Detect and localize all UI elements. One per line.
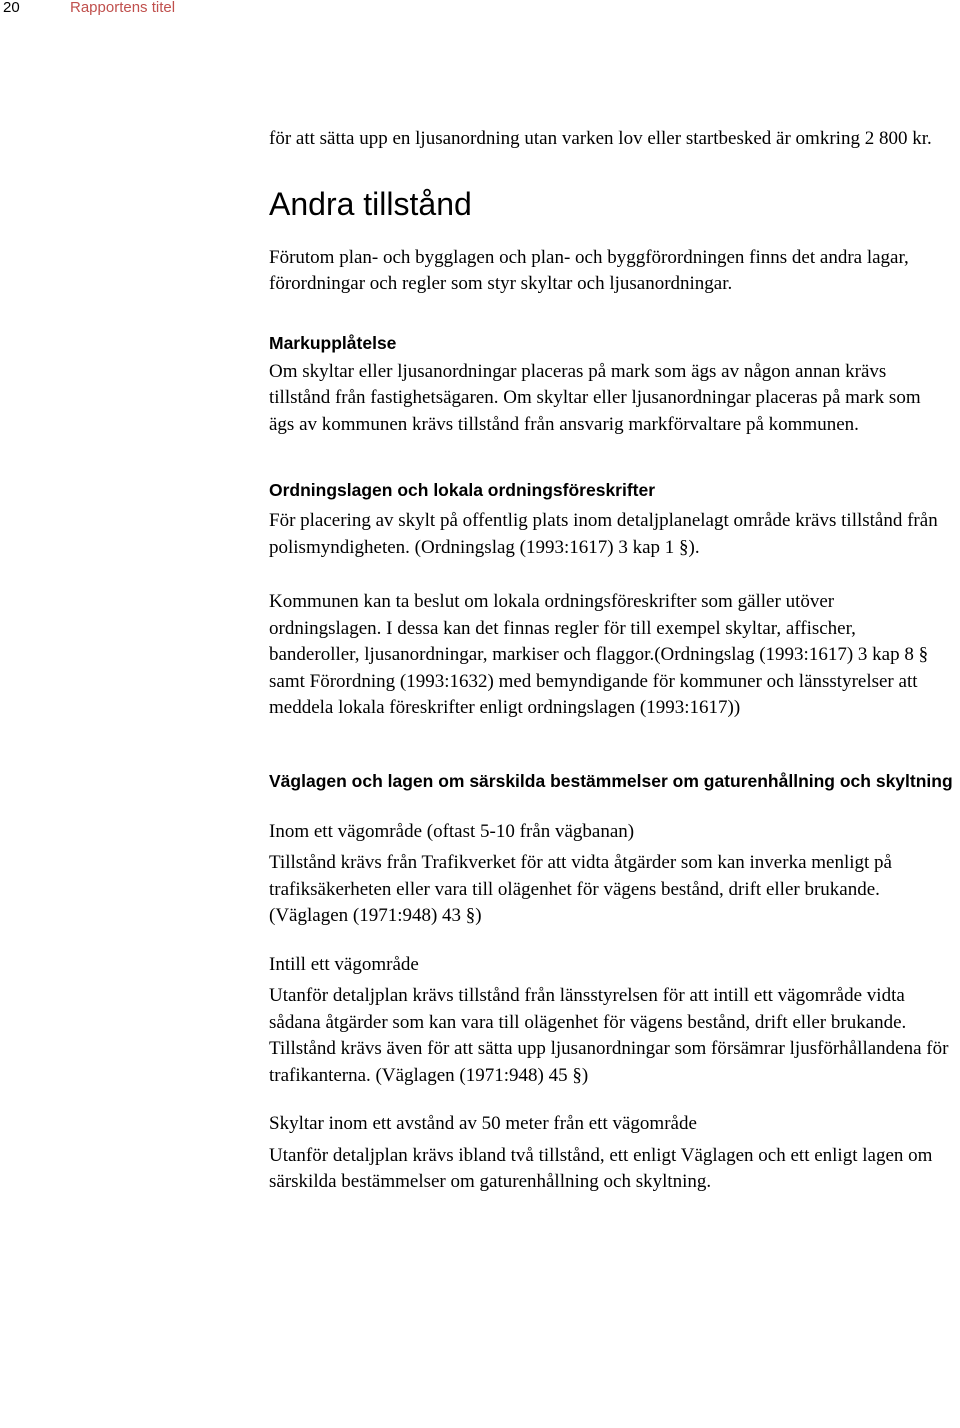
- markupplatelse-heading: Markupplåtelse: [269, 332, 397, 353]
- intro-paragraph: för att sätta upp en ljusanordning utan varken lov eller startbesked är omkring 2 800 kr.: [269, 128, 932, 149]
- section-lead: Förutom plan- och bygglagen och plan- och byggförordningen finns det andra lagar, förordningar och regler som styr skyltar och ljusanordningar.: [269, 246, 909, 294]
- page-header: [0, 0, 960, 20]
- vaglagen-body-3: Utanför detaljplan krävs ibland två tillstånd, ett enligt Väglagen och ett enligt lagen om särskilda bestämmelser om gaturenhållning och skyltning.: [269, 1144, 933, 1192]
- vaglagen-sub-1: Inom ett vägområde (oftast 5-10 från vägbanan): [269, 820, 635, 842]
- vaglagen-sub-2: Intill ett vägområde: [269, 953, 419, 975]
- ordningslagen-body-2: Kommunen kan ta beslut om lokala ordningsföreskrifter som gäller utöver ordningslagen. I dessa kan det finnas regler för till exempel skyltar, affischer, banderoller, ljusanordningar, markiser och flaggor.(Ordningslag (1993:1617) 3 kap 8 § samt Förordning (1993:1632) med bemyndigande för kommuner och länsstyrelser att meddela lokala föreskrifter enligt ordningslagen (1993:1617)): [269, 591, 929, 718]
- running-title: Rapportens titel: [70, 0, 176, 16]
- ordningslagen-body-1: För placering av skylt på offentlig plats inom detaljplanelagt område krävs tillstånd från polismyndigheten. (Ordningslag (1993:1617) 3 kap 1 §).: [269, 510, 938, 558]
- markupplatelse-body: Om skyltar eller ljusanordningar placeras på mark som ägs av någon annan krävs tillstånd från fastighetsägaren. Om skyltar eller ljusanordningar placeras på mark som ägs av kommunen krävs tillstånd från ansvarig markförvaltare på kommunen.: [269, 360, 921, 435]
- vaglagen-sub-3: Skyltar inom ett avstånd av 50 meter från ett vägområde: [269, 1113, 697, 1134]
- ordningslagen-heading: Ordningslagen och lokala ordningsföreskrifter: [269, 480, 656, 500]
- vaglagen-body-1: Tillstånd krävs från Trafikverket för att vidta åtgärder som kan inverka menligt på trafiksäkerheten eller vara till olägenhet för vägens bestånd, drift eller brukande. (Väglagen (1971:948) 43 §): [269, 852, 892, 926]
- section-title: Andra tillstånd: [269, 185, 472, 222]
- document-body: [269, 126, 957, 1196]
- vaglagen-heading: Väglagen och lagen om särskilda bestämmelser om gaturenhållning och skyltning: [269, 770, 953, 791]
- vaglagen-body-2: Utanför detaljplan krävs tillstånd från länsstyrelsen för att intill ett vägområde vidta sådana åtgärder som kan vara till olägenhet för vägens bestånd, drift eller brukande. Tillstånd krävs även för att sätta upp ljusanordningar som försämrar ljusförhållandena för trafikanterna. (Väglagen (1971:948) 45 §): [269, 985, 949, 1086]
- page-number: 20: [3, 0, 20, 16]
